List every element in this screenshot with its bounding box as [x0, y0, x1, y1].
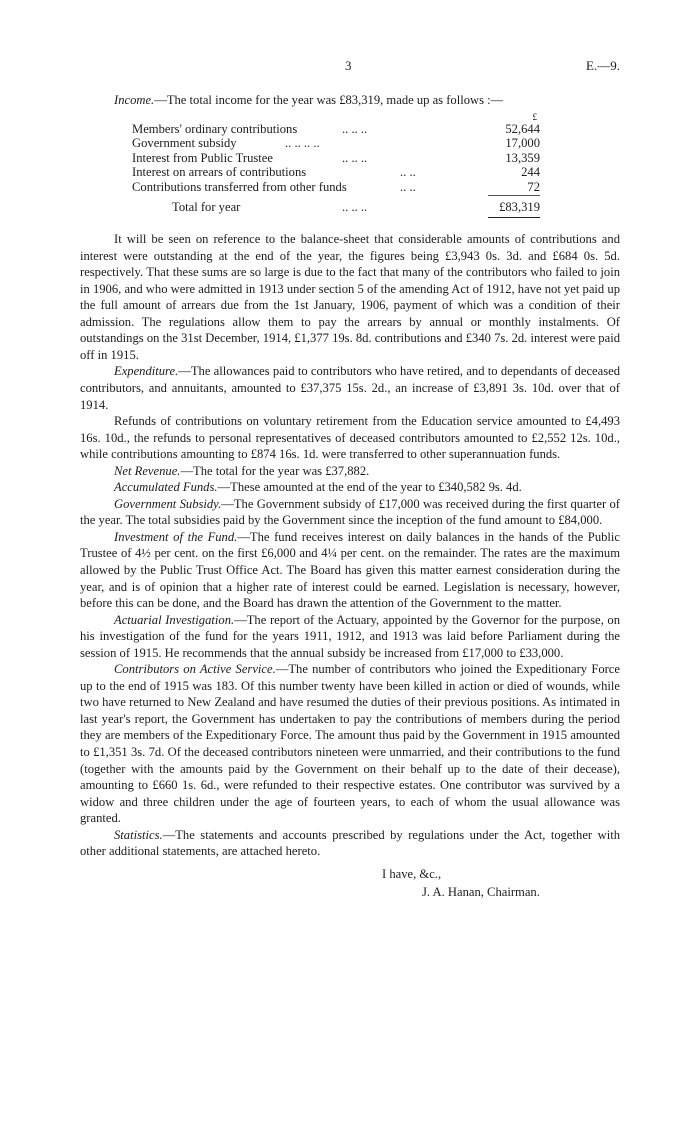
income-row-label: Interest on arrears of contributions: [132, 165, 307, 180]
income-intro-text: —The total income for the year was £83,319, made up as follows :—: [154, 93, 504, 107]
paragraph-statistics: [80, 827, 620, 860]
paragraph-heading: Investment of the Fund.: [114, 529, 238, 544]
income-row-value: 52,644: [505, 121, 540, 136]
income-row: [80, 179, 620, 194]
document-reference: E.—9.: [586, 58, 620, 73]
income-total-label: Total for year: [172, 200, 241, 215]
paragraph-heading: Expenditure.: [114, 364, 179, 379]
paragraph-heading: Net Revenue.: [114, 463, 181, 478]
paragraph-text: Refunds of contributions on voluntary retirement from the Education service amounted to £4,493 16s. 10d., the refunds to personal representatives of deceased contributors amounted to £2,552 12s. 10d., while contributions amounting to £874 16s. 1d. were transferred to other superannuation funds.: [80, 414, 620, 462]
paragraph-investment: [80, 529, 620, 612]
paragraph-expenditure: [80, 363, 620, 413]
currency-symbol: £: [532, 111, 537, 122]
signature-block: [80, 866, 620, 902]
paragraph-heading: Contributors on Active Service.: [114, 662, 276, 677]
income-row-value: 72: [527, 179, 540, 194]
income-row-dots: .. ..: [400, 179, 416, 194]
paragraph-accumulated-funds: [80, 479, 620, 496]
income-row-label: Interest from Public Trustee: [132, 150, 273, 165]
closing-text: I have, &c.,: [382, 866, 442, 881]
paragraph-heading: Statistics.: [114, 827, 163, 842]
income-table: [80, 111, 620, 222]
paragraph-actuarial: [80, 612, 620, 662]
income-row-dots: .. .. ..: [342, 121, 368, 136]
paragraph-text: —These amounted at the end of the year to £340,582 9s. 4d.: [217, 480, 522, 495]
paragraph-heading: Government Subsidy.: [114, 496, 222, 511]
income-row-dots: .. .. ..: [342, 150, 368, 165]
paragraph-refunds: [80, 413, 620, 463]
paragraph-text: —The report of the Actuary, appointed by the Governor for the purpose, on his investigation of the fund for the years 1911, 1912, and 1913 was laid before Parliament during the session of 1915. He recommends that the annual subsidy be increased from £17,000 to £33,000.: [80, 612, 620, 660]
paragraph-text: —The number of contributors who joined the Expeditionary Force up to the end of 1915 was 183. Of this number twenty have been killed in action or died of wounds, while two have returned to New Zealand and have resumed the duties of their previous positions. As intimated in last year's report, the Government has undertaken to pay the contributions of members during the period they are members of the Expeditionary Force. The amount thus paid by the Government in 1915 amounted to £1,351 3s. 7d. Of the deceased contributors nineteen were unmarried, and their contributions to the fund (together with the amounts paid by the Government on their behalf up to the date of their decease), amounting to £660 1s. 6d., were refunded to their respective estates. One contributor was survived by a widow and three children under the age of fourteen years, to each of whom the usual allowance was granted.: [80, 662, 620, 826]
paragraph-active-service: [80, 661, 620, 826]
income-row-value: 17,000: [505, 136, 540, 151]
income-total-dots: .. .. ..: [342, 200, 368, 215]
paragraph-heading: Actuarial Investigation.: [114, 612, 235, 627]
paragraph-text: —The total for the year was £37,882.: [180, 463, 370, 478]
report-body: [80, 231, 620, 860]
paragraph-text: —The Government subsidy of £17,000 was received during the first quarter of the year. The total subsidies paid by the Government since the inception of the fund amount to £84,000.: [80, 496, 620, 528]
paragraph-text: It will be seen on reference to the balance-sheet that considerable amounts of contributions and interest were outstanding at the end of the year, the figures being £3,943 0s. 3d. and £684 0s. 5d. respectively. That these sums are so large is due to the fact that many of the contributors who failed to join in 1906, and who were admitted in 1913 under section 5 of the amending Act of 1912, have not yet paid up the full amount of arrears due from the 1st January, 1906, payment of which was a condition of their admission. The regulations allow them to pay the arrears by annual or monthly instalments. Of outstandings on the 31st December, 1914, £1,377 19s. 8d. contributions and £340 7s. 2d. interest were paid off in 1915.: [80, 232, 620, 362]
income-row: [80, 164, 620, 179]
paragraph-text: —The fund receives interest on daily balances in the hands of the Public Trustee of 4½ per cent. on the first £6,000 and 4¼ per cent. on the remainder. The rates are the maximum allowed by the Public Trust Office Act. The Board has given this matter earnest consideration during the year, and is of opinion that a higher rate of interest could be earned. Legislation is necessary, however, before this can be done, and the Board has drawn the attention of the Government to the matter.: [80, 529, 620, 611]
income-row-dots: .. ..: [400, 165, 416, 180]
paragraph-text: —The statements and accounts prescribed by regulations under the Act, together with other additional statements, are attached hereto.: [80, 827, 620, 859]
income-total-row: [80, 199, 620, 215]
paragraph-government-subsidy: [80, 496, 620, 529]
income-row: [80, 121, 620, 136]
income-row: [80, 135, 620, 150]
signatory-name: J. A. Hanan, Chairman.: [422, 884, 540, 899]
income-row-label: Contributions transferred from other funds: [132, 179, 347, 194]
paragraph-outstanding: [80, 231, 620, 363]
income-row-label: Members' ordinary contributions: [132, 121, 298, 136]
paragraph-text: —The allowances paid to contributors who have retired, and to dependants of deceased contributors, and annuitants, amounted to £37,375 15s. 2d., an increase of £3,891 3s. 10d. over that of 1914.: [80, 364, 620, 412]
income-row-dots: .. .. .. ..: [285, 136, 320, 151]
income-row-value: 244: [521, 165, 540, 180]
income-total-value: £83,319: [499, 200, 540, 215]
income-heading: Income.: [114, 93, 155, 107]
income-intro: [80, 92, 620, 109]
income-row-label: Government subsidy: [132, 136, 237, 151]
paragraph-heading: Accumulated Funds.: [114, 480, 218, 495]
income-row-value: 13,359: [505, 150, 540, 165]
total-rule-bottom: [80, 215, 620, 221]
page-header: [80, 58, 620, 92]
paragraph-net-revenue: [80, 463, 620, 480]
income-row: [80, 150, 620, 165]
page-number: 3: [345, 58, 352, 73]
